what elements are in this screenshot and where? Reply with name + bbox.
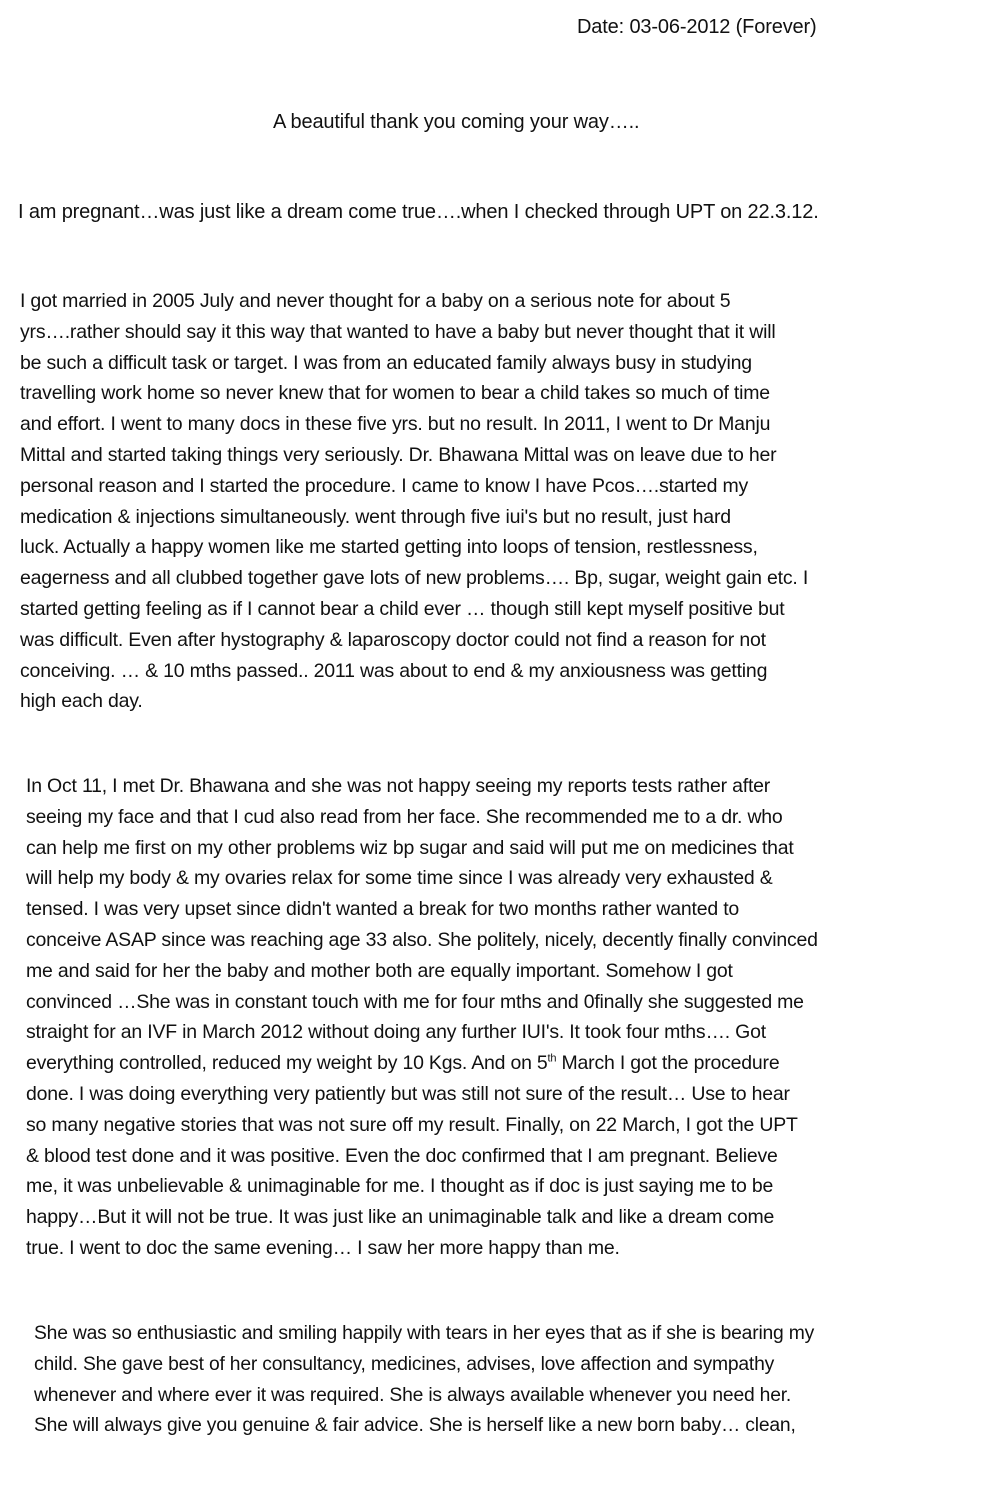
paragraph-line: high each day.: [20, 690, 143, 713]
paragraph-line: medication & injections simultaneously. went through five iui's but no result, just hard: [20, 505, 731, 528]
paragraph-line: and effort. I went to many docs in these five yrs. but no result. In 2011, I went to Dr Manju: [20, 413, 771, 436]
paragraph-line: so many negative stories that was not sure off my result. Finally, on 22 March, I got the UPT: [26, 1113, 798, 1136]
paragraph-line: I got married in 2005 July and never thought for a baby on a serious note for about 5: [20, 290, 731, 312]
paragraph-2: [26, 771, 976, 1264]
paragraph-line: whenever and where ever it was required. She is always available whenever you need her.: [34, 1384, 792, 1406]
paragraph-line: travelling work home so never knew that for women to bear a child takes so much of time: [20, 382, 770, 405]
ordinal-superscript: th: [547, 1052, 557, 1065]
line-text-tail: March I got the procedure: [556, 1052, 780, 1075]
letter-date: Date: 03-06-2012 (Forever): [577, 16, 817, 38]
intro-sentence: I am pregnant…was just like a dream come true….when I checked through UPT on 22.3.12.: [18, 201, 819, 223]
paragraph-line: She was so enthusiastic and smiling happily with tears in her eyes that as if she is bearing my: [34, 1323, 815, 1344]
paragraph-line: true. I went to doc the same evening… I saw her more happy than me.: [26, 1236, 620, 1259]
paragraph-line: done. I was doing everything very patiently but was still not sure of the result… Use to hear: [26, 1082, 790, 1105]
paragraph-line: me, it was unbelievable & unimaginable for me. I thought as if doc is just saying me to be: [26, 1175, 774, 1198]
paragraph-line: She will always give you genuine & fair advice. She is herself like a new born baby… clean,: [34, 1415, 796, 1437]
paragraph-1: [20, 286, 970, 717]
paragraph-line: will help my body & my ovaries relax for some time since I was already very exhausted &: [26, 867, 773, 890]
paragraph-line: eagerness and all clubbed together gave lots of new problems…. Bp, sugar, weight gain etc. I: [20, 567, 809, 590]
letter-heading: A beautiful thank you coming your way…..: [273, 111, 640, 133]
paragraph-line: be such a difficult task or target. I was from an educated family always busy in studying: [20, 351, 752, 374]
paragraph-line: tensed. I was very upset since didn't wanted a break for two months rather wanted to: [26, 898, 740, 921]
paragraph-line: conceive ASAP since was reaching age 33 also. She politely, nicely, decently finally convinced: [26, 928, 818, 951]
paragraph-line: & blood test done and it was positive. Even the doc confirmed that I am pregnant. Believe: [26, 1144, 778, 1167]
paragraph-line: luck. Actually a happy women like me started getting into loops of tension, restlessness,: [20, 536, 758, 559]
paragraph-line: yrs….rather should say it this way that wanted to have a baby but never thought that it will: [20, 320, 776, 343]
paragraph-line: was difficult. Even after hystography & laparoscopy doctor could not find a reason for not: [20, 628, 766, 651]
paragraph-line: conceiving. … & 10 mths passed.. 2011 was about to end & my anxiousness was getting: [20, 659, 768, 682]
paragraph-line: straight for an IVF in March 2012 without doing any further IUI's. It took four mths…. Got: [26, 1021, 766, 1044]
paragraph-line: personal reason and I started the procedure. I came to know I have Pcos….started my: [20, 474, 749, 497]
paragraph-line: In Oct 11, I met Dr. Bhawana and she was not happy seeing my reports tests rather after: [26, 775, 771, 797]
paragraph-line: Mittal and started taking things very seriously. Dr. Bhawana Mittal was on leave due to her: [20, 443, 777, 466]
paragraph-line: seeing my face and that I cud also read from her face. She recommended me to a dr. who: [26, 805, 783, 828]
paragraph-line: can help me first on my other problems wiz bp sugar and said will put me on medicines that: [26, 836, 794, 859]
paragraph-3: [34, 1319, 983, 1442]
paragraph-line: child. She gave best of her consultancy, medicines, advises, love affection and sympathy: [34, 1353, 775, 1375]
paragraph-line: started getting feeling as if I cannot bear a child ever … though still kept myself positive but: [20, 597, 785, 620]
line-text: everything controlled, reduced my weight by 10 Kgs. And on 5: [26, 1052, 548, 1075]
paragraph-line: me and said for her the baby and mother both are equally important. Somehow I got: [26, 959, 733, 982]
paragraph-line: happy…But it will not be true. It was just like an unimaginable talk and like a dream come: [26, 1206, 775, 1229]
paragraph-line-with-superscript: [26, 1048, 976, 1079]
paragraph-line: convinced …She was in constant touch with me for four mths and 0finally she suggested me: [26, 990, 804, 1013]
